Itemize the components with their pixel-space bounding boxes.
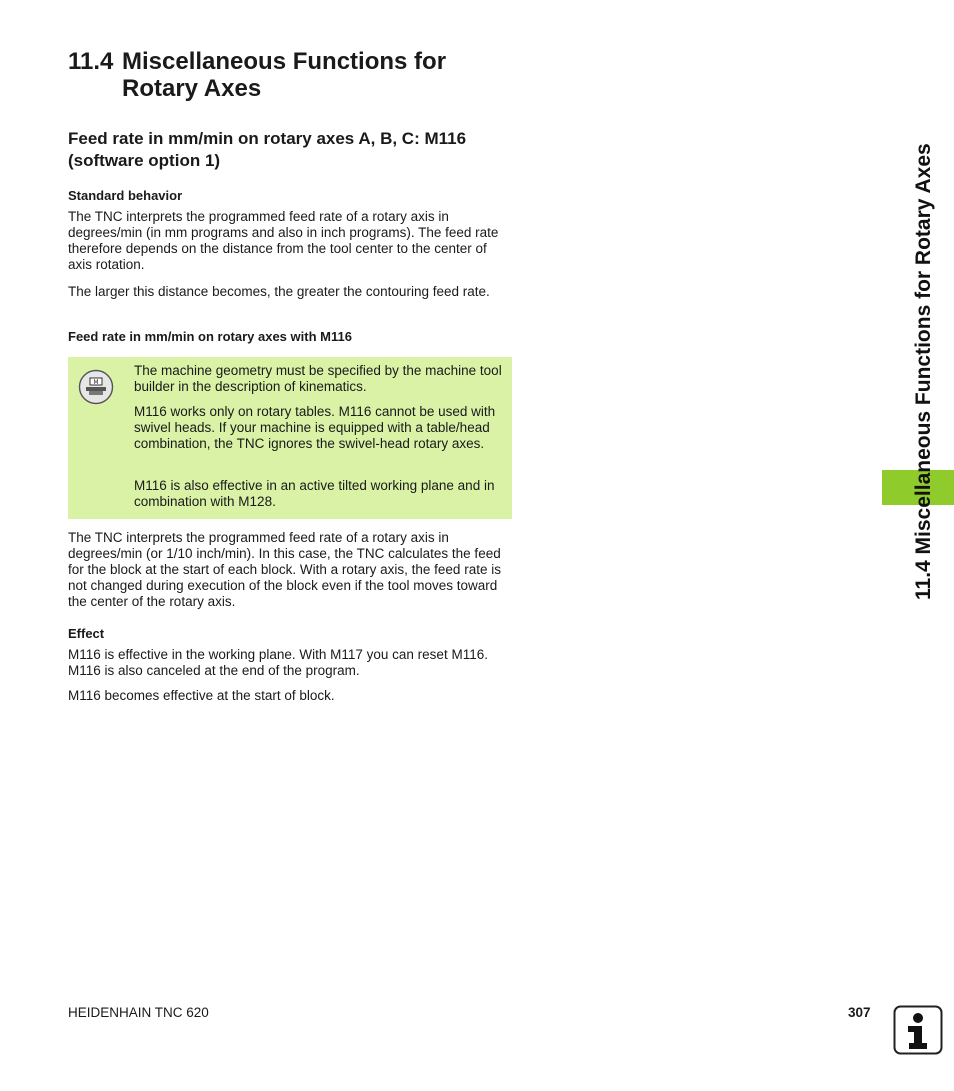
chapter-title-line1: Miscellaneous Functions for <box>122 48 447 75</box>
standard-behavior-paragraph-1: The TNC interprets the programmed feed rate of a rotary axis in degrees/min (in mm programs and also in inch programs). The feed rate therefore depends on the distance from the tool center to the center of axis rotation. <box>68 209 499 272</box>
sidebar-title: 11.4 Miscellaneous Functions for Rotary Axes <box>912 143 935 600</box>
svg-text:M: M <box>93 379 99 386</box>
chapter-title <box>68 48 528 102</box>
machine-tool-icon <box>78 369 114 405</box>
machine-note-box <box>68 357 512 519</box>
effect-heading: Effect <box>68 626 105 641</box>
m116-paragraph: The TNC interprets the programmed feed rate of a rotary axis in degrees/min (or 1/10 inch/min). In this case, the TNC calculates the feed for the block at the start of each block. With a rotary axis, the feed rate is not changed during execution of the block even if the tool moves toward the center of the rotary axis. <box>68 530 501 609</box>
page-number: 307 <box>848 1005 871 1020</box>
standard-behavior-heading: Standard behavior <box>68 188 183 203</box>
footer-product: HEIDENHAIN TNC 620 <box>68 1005 209 1020</box>
note-paragraph-2: M116 works only on rotary tables. M116 cannot be used with swivel heads. If your machine is equipped with a table/head combination, the TNC ignores the swivel-head rotary axes. <box>134 404 496 451</box>
note-paragraph-3: M116 is also effective in an active tilted working plane and in combination with M128. <box>134 478 495 509</box>
effect-paragraph-2: M116 becomes effective at the start of block. <box>68 688 335 703</box>
chapter-number: 11.4 <box>68 48 114 75</box>
effect-paragraph-1: M116 is effective in the working plane. With M117 you can reset M116. M116 is also canceled at the end of the program. <box>68 647 488 678</box>
standard-behavior-paragraph-2: The larger this distance becomes, the greater the contouring feed rate. <box>68 284 490 299</box>
m116-heading: Feed rate in mm/min on rotary axes with M116 <box>68 329 352 344</box>
note-paragraph-1: The machine geometry must be specified by the machine tool builder in the description of kinematics. <box>134 363 502 394</box>
info-icon <box>893 1005 943 1055</box>
section-title: Feed rate in mm/min on rotary axes A, B, C: M116 (software option 1) <box>68 129 467 170</box>
chapter-title-line2: Rotary Axes <box>122 75 262 102</box>
